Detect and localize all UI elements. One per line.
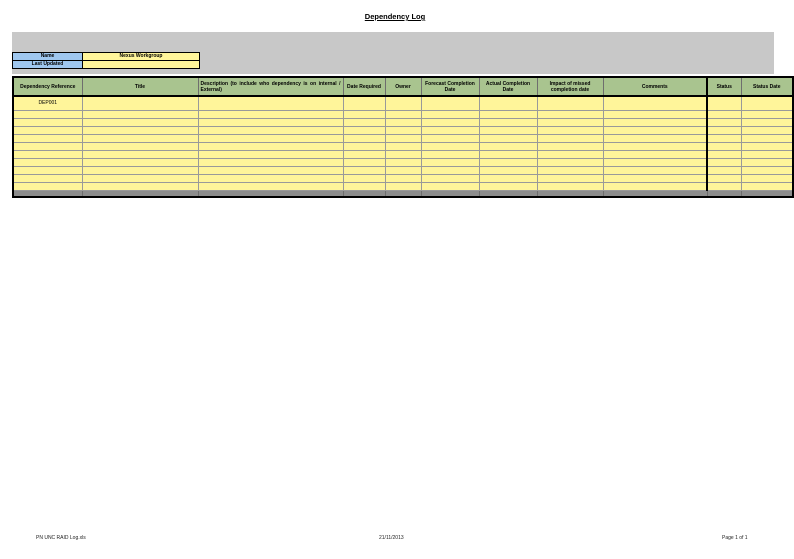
table-row (13, 119, 793, 127)
cell-date-required[interactable] (343, 127, 385, 135)
cell-description[interactable] (198, 96, 343, 111)
cell-status-date[interactable] (741, 143, 793, 151)
cell-impact-of-missed-completion-date[interactable] (537, 151, 603, 159)
cell-comments[interactable] (603, 127, 707, 135)
cell-status[interactable] (707, 167, 741, 175)
cell-impact-of-missed-completion-date[interactable] (537, 175, 603, 183)
table-row (13, 151, 793, 159)
footer-cell (479, 191, 537, 198)
cell-dependency-reference[interactable] (13, 127, 82, 135)
cell-title[interactable] (82, 151, 198, 159)
last-updated-value[interactable] (83, 61, 200, 69)
cell-actual-completion-date[interactable] (479, 183, 537, 191)
cell-impact-of-missed-completion-date[interactable] (537, 96, 603, 111)
table-row (13, 135, 793, 143)
footer-cell (741, 191, 793, 198)
cell-comments[interactable] (603, 96, 707, 111)
cell-owner[interactable] (385, 151, 421, 159)
cell-owner[interactable] (385, 143, 421, 151)
cell-date-required[interactable] (343, 183, 385, 191)
cell-comments[interactable] (603, 111, 707, 119)
cell-date-required[interactable] (343, 159, 385, 167)
cell-title[interactable] (82, 127, 198, 135)
cell-actual-completion-date[interactable] (479, 159, 537, 167)
column-header-dependency-reference: Dependency Reference (13, 77, 82, 96)
cell-date-required[interactable] (343, 175, 385, 183)
cell-description[interactable] (198, 111, 343, 119)
cell-description[interactable] (198, 143, 343, 151)
table-row (13, 183, 793, 191)
cell-owner[interactable] (385, 183, 421, 191)
cell-dependency-reference[interactable] (13, 167, 82, 175)
footer-cell (421, 191, 479, 198)
cell-date-required[interactable] (343, 135, 385, 143)
cell-date-required[interactable] (343, 111, 385, 119)
cell-impact-of-missed-completion-date[interactable] (537, 167, 603, 175)
cell-comments[interactable] (603, 135, 707, 143)
cell-status-date[interactable] (741, 175, 793, 183)
cell-title[interactable] (82, 143, 198, 151)
cell-forecast-completion-date[interactable] (421, 151, 479, 159)
cell-forecast-completion-date[interactable] (421, 175, 479, 183)
cell-status[interactable] (707, 135, 741, 143)
table-row (13, 111, 793, 119)
cell-owner[interactable] (385, 96, 421, 111)
cell-status-date[interactable] (741, 111, 793, 119)
cell-dependency-reference[interactable] (13, 119, 82, 127)
cell-title[interactable] (82, 96, 198, 111)
cell-title[interactable] (82, 175, 198, 183)
table-header-row (13, 77, 793, 96)
cell-status-date[interactable] (741, 135, 793, 143)
cell-dependency-reference[interactable] (13, 183, 82, 191)
footer-cell (537, 191, 603, 198)
cell-owner[interactable] (385, 159, 421, 167)
column-header-forecast-completion-date: Forecast Completion Date (421, 77, 479, 96)
info-row-name (13, 53, 200, 61)
cell-status[interactable] (707, 159, 741, 167)
cell-title[interactable] (82, 119, 198, 127)
cell-date-required[interactable] (343, 143, 385, 151)
cell-dependency-reference[interactable] (13, 143, 82, 151)
table-row (13, 167, 793, 175)
cell-owner[interactable] (385, 111, 421, 119)
column-header-status: Status (707, 77, 741, 96)
cell-owner[interactable] (385, 119, 421, 127)
column-header-owner: Owner (385, 77, 421, 96)
cell-impact-of-missed-completion-date[interactable] (537, 159, 603, 167)
footer-cell (13, 191, 82, 198)
cell-status-date[interactable] (741, 167, 793, 175)
footer-filename: PN UNC RAID Log.xls (36, 535, 86, 541)
column-header-description: Description (to include who dependency is on internal / External) (198, 77, 343, 96)
cell-actual-completion-date[interactable] (479, 119, 537, 127)
cell-forecast-completion-date[interactable] (421, 143, 479, 151)
cell-dependency-reference[interactable] (13, 135, 82, 143)
cell-status[interactable] (707, 151, 741, 159)
cell-description[interactable] (198, 135, 343, 143)
column-header-date-required: Date Required (343, 77, 385, 96)
cell-impact-of-missed-completion-date[interactable] (537, 127, 603, 135)
table-row (13, 143, 793, 151)
table-row (13, 175, 793, 183)
cell-dependency-reference[interactable] (13, 175, 82, 183)
cell-status[interactable] (707, 119, 741, 127)
cell-date-required[interactable] (343, 151, 385, 159)
cell-title[interactable] (82, 135, 198, 143)
cell-actual-completion-date[interactable] (479, 127, 537, 135)
cell-date-required[interactable] (343, 167, 385, 175)
cell-forecast-completion-date[interactable] (421, 183, 479, 191)
cell-comments[interactable] (603, 159, 707, 167)
cell-owner[interactable] (385, 135, 421, 143)
cell-title[interactable] (82, 167, 198, 175)
cell-dependency-reference[interactable] (13, 159, 82, 167)
cell-dependency-reference[interactable]: DEP001 (13, 96, 82, 111)
cell-comments[interactable] (603, 151, 707, 159)
cell-forecast-completion-date[interactable] (421, 119, 479, 127)
footer-date: 21/11/2013 (379, 535, 404, 541)
cell-title[interactable] (82, 183, 198, 191)
cell-description[interactable] (198, 167, 343, 175)
footer-cell (707, 191, 741, 198)
cell-status-date[interactable] (741, 151, 793, 159)
cell-status[interactable] (707, 111, 741, 119)
cell-description[interactable] (198, 127, 343, 135)
cell-actual-completion-date[interactable] (479, 175, 537, 183)
cell-actual-completion-date[interactable] (479, 96, 537, 111)
cell-owner[interactable] (385, 175, 421, 183)
cell-date-required[interactable] (343, 119, 385, 127)
cell-forecast-completion-date[interactable] (421, 127, 479, 135)
name-value[interactable]: Nexus Workgroup (83, 53, 200, 61)
dependency-log-table (12, 76, 794, 198)
cell-status[interactable] (707, 175, 741, 183)
cell-status[interactable] (707, 127, 741, 135)
cell-comments[interactable] (603, 143, 707, 151)
cell-comments[interactable] (603, 175, 707, 183)
cell-description[interactable] (198, 151, 343, 159)
footer-cell (82, 191, 198, 198)
cell-status-date[interactable] (741, 127, 793, 135)
last-updated-label: Last Updated (13, 61, 83, 69)
cell-comments[interactable] (603, 119, 707, 127)
page-title: Dependency Log (364, 12, 426, 21)
cell-status[interactable] (707, 96, 741, 111)
cell-actual-completion-date[interactable] (479, 151, 537, 159)
cell-status-date[interactable] (741, 96, 793, 111)
cell-description[interactable] (198, 159, 343, 167)
cell-forecast-completion-date[interactable] (421, 111, 479, 119)
info-table (12, 52, 200, 69)
cell-comments[interactable] (603, 183, 707, 191)
cell-description[interactable] (198, 183, 343, 191)
cell-dependency-reference[interactable] (13, 111, 82, 119)
cell-dependency-reference[interactable] (13, 151, 82, 159)
table-row (13, 127, 793, 135)
cell-forecast-completion-date[interactable] (421, 159, 479, 167)
cell-owner[interactable] (385, 127, 421, 135)
name-label: Name (13, 53, 83, 61)
footer-cell (343, 191, 385, 198)
cell-impact-of-missed-completion-date[interactable] (537, 143, 603, 151)
cell-status-date[interactable] (741, 119, 793, 127)
cell-status[interactable] (707, 183, 741, 191)
column-header-actual-completion-date: Actual Completion Date (479, 77, 537, 96)
cell-description[interactable] (198, 175, 343, 183)
footer-cell (385, 191, 421, 198)
dependency-log-container (12, 76, 781, 198)
cell-description[interactable] (198, 119, 343, 127)
column-header-status-date: Status Date (741, 77, 793, 96)
cell-forecast-completion-date[interactable] (421, 135, 479, 143)
cell-owner[interactable] (385, 167, 421, 175)
cell-impact-of-missed-completion-date[interactable] (537, 119, 603, 127)
column-header-impact-of-missed-completion-date: Impact of missed completion date (537, 77, 603, 96)
table-row (13, 159, 793, 167)
cell-status-date[interactable] (741, 183, 793, 191)
cell-title[interactable] (82, 111, 198, 119)
table-row (13, 96, 793, 111)
cell-title[interactable] (82, 159, 198, 167)
table-footer-row (13, 191, 793, 198)
footer-page-number: Page 1 of 1 (722, 535, 748, 541)
footer-cell (603, 191, 707, 198)
cell-actual-completion-date[interactable] (479, 167, 537, 175)
column-header-comments: Comments (603, 77, 707, 96)
footer-cell (198, 191, 343, 198)
cell-actual-completion-date[interactable] (479, 135, 537, 143)
cell-impact-of-missed-completion-date[interactable] (537, 111, 603, 119)
cell-forecast-completion-date[interactable] (421, 96, 479, 111)
cell-date-required[interactable] (343, 96, 385, 111)
cell-comments[interactable] (603, 167, 707, 175)
cell-actual-completion-date[interactable] (479, 143, 537, 151)
cell-impact-of-missed-completion-date[interactable] (537, 183, 603, 191)
cell-status-date[interactable] (741, 159, 793, 167)
info-row-last-updated (13, 61, 200, 69)
cell-impact-of-missed-completion-date[interactable] (537, 135, 603, 143)
cell-forecast-completion-date[interactable] (421, 167, 479, 175)
column-header-title: Title (82, 77, 198, 96)
cell-actual-completion-date[interactable] (479, 111, 537, 119)
cell-status[interactable] (707, 143, 741, 151)
